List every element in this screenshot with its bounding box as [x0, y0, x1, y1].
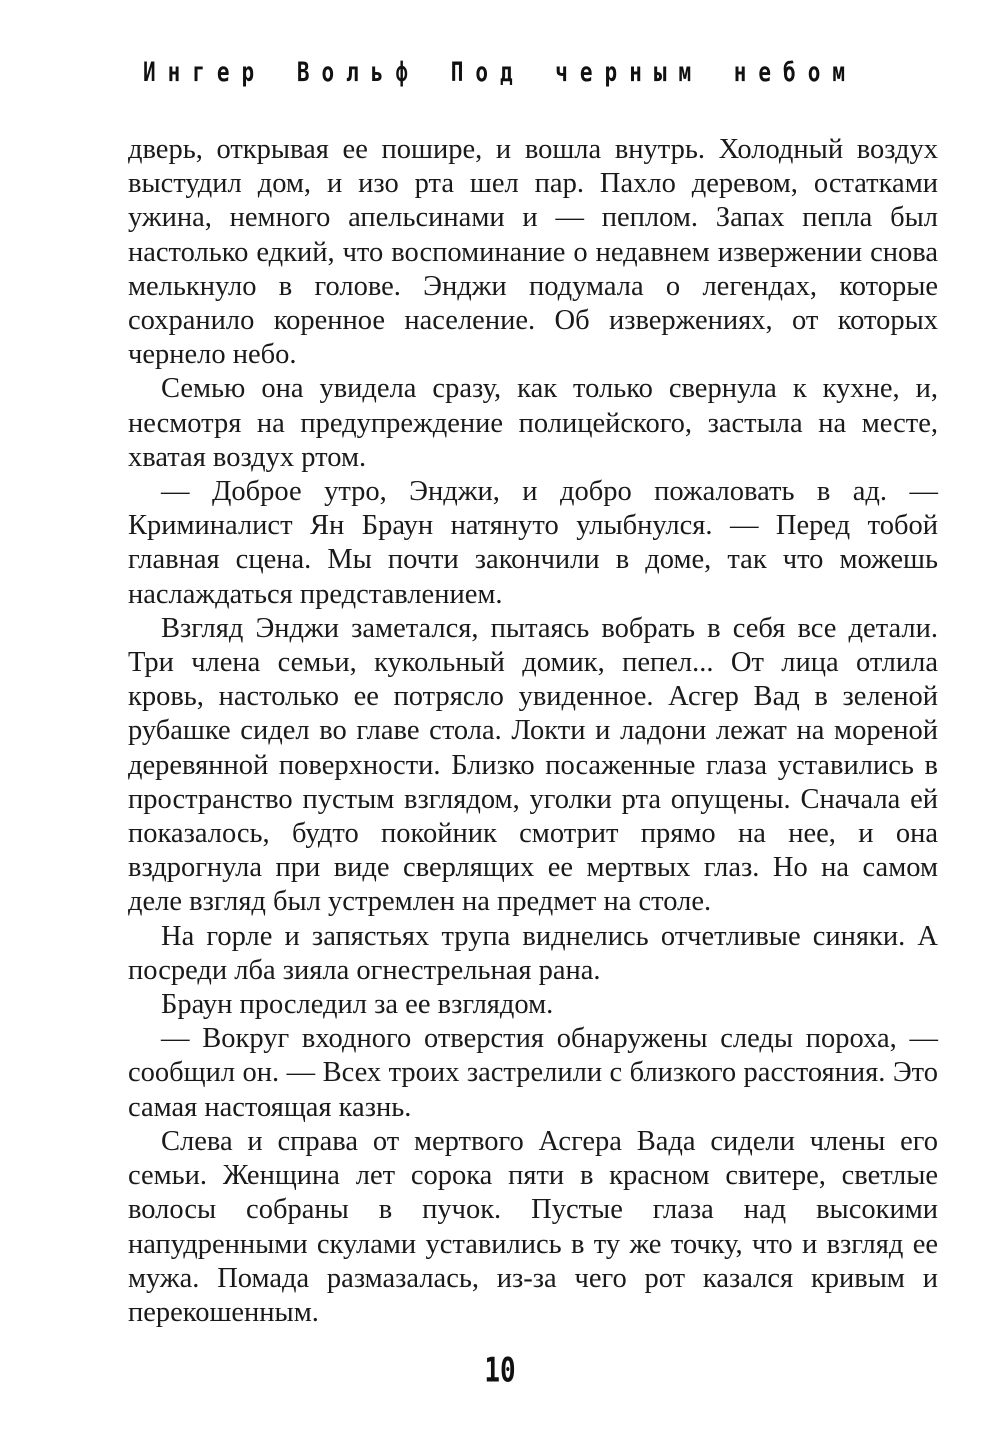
- page-number: 10: [484, 1351, 516, 1391]
- paragraph: — Доброе утро, Энджи, и добро пожаловать в ад. — Криминалист Ян Браун натянуто улыбнулся. — Перед тобой главная сцена. Мы почти закончили в доме, так что можешь наслаждаться представлением.: [128, 476, 938, 610]
- paragraph: Взгляд Энджи заметался, пытаясь вобрать в себя все детали. Три члена семьи, кукольный домик, пепел... От лица отлила кровь, настолько ее потрясло увиденное. Асгер Вад в зеленой рубашке сидел во главе стола. Локти и ладони лежат на мореной деревянной поверхности. Близко посаженные глаза уставились в пространство пустым взглядом, уголки рта опущены. Сначала ей показалось, будто покойник смотрит прямо на нее, и она вздрогнула при виде сверлящих ее мертвых глаз. Но на самом деле взгляд был устремлен на предмет на столе.: [128, 612, 938, 918]
- running-header: Ингер Вольф Под черным небом: [142, 57, 857, 87]
- paragraph: — Вокруг входного отверстия обнаружены следы пороха, — сообщил он. — Всех троих застрелили с близкого расстояния. Это самая настоящая казнь.: [128, 1023, 938, 1123]
- paragraph: На горле и запястьях трупа виднелись отчетливые синяки. А посреди лба зияла огнестрельная рана.: [128, 920, 938, 986]
- body-text: [128, 133, 938, 1330]
- paragraph: Браун проследил за ее взглядом.: [161, 989, 554, 1021]
- paragraph: дверь, открывая ее пошире, и вошла внутрь. Холодный воздух выстудил дом, и изо рта шел пар. Пахло деревом, остатками ужина, немного апельсинами и — пеплом. Запах пепла был настолько едкий, что воспоминание о недавнем извержении снова мелькнуло в голове. Энджи подумала о легендах, которые сохранило коренное население. Об извержениях, от которых чернело небо.: [128, 134, 938, 371]
- paragraph: Семью она увидела сразу, как только свернула к кухне, и, несмотря на предупреждение полицейского, застыла на месте, хватая воздух ртом.: [128, 373, 938, 473]
- paragraph: Слева и справа от мертвого Асгера Вада сидели члены его семьи. Женщина лет сорока пяти в красном свитере, светлые волосы собраны в пучок. Пустые глаза над высокими напудренными скулами уставились в ту же точку, что и взгляд ее мужа. Помада размазалась, из-за чего рот казался кривым и перекошенным.: [128, 1125, 938, 1328]
